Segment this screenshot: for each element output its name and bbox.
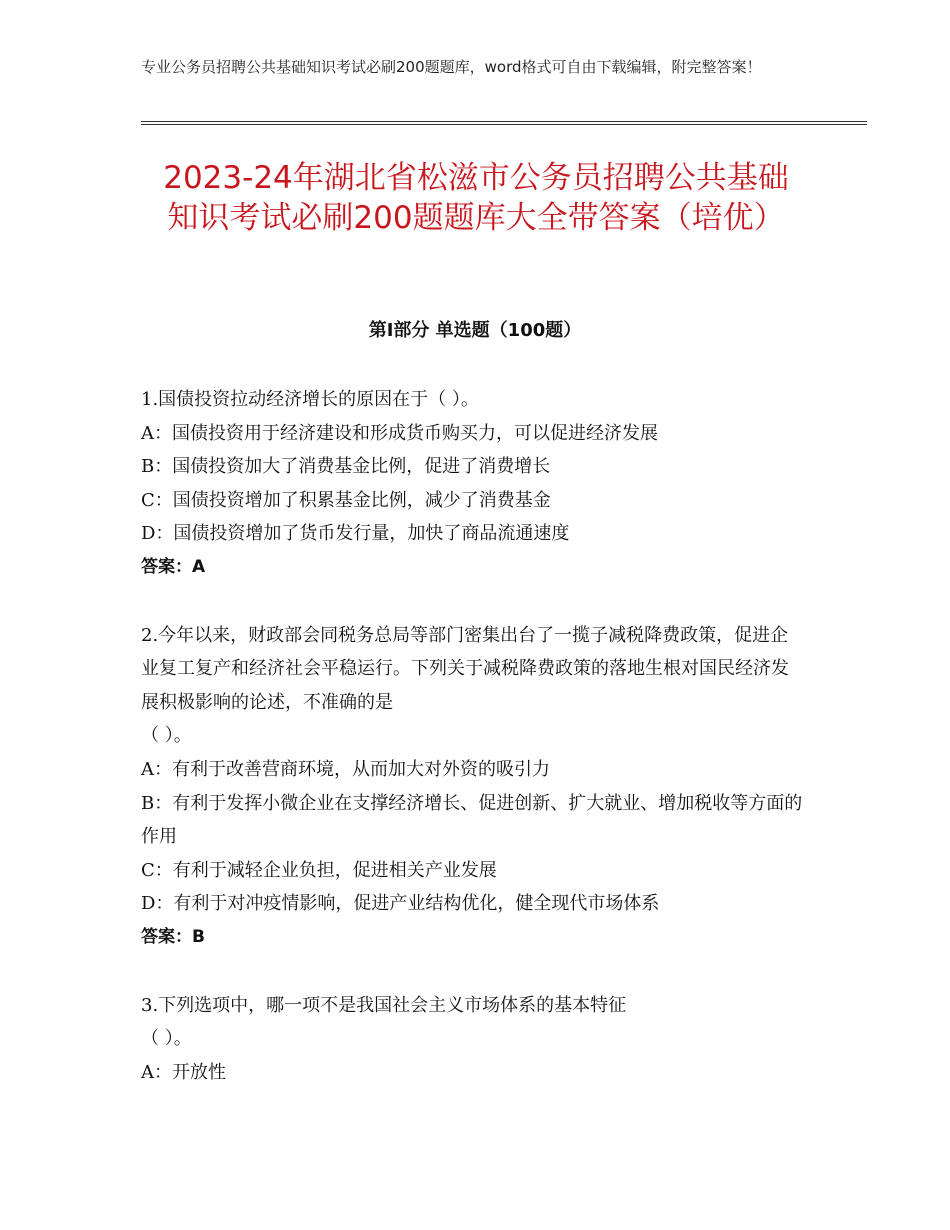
option-a: A：开放性 xyxy=(141,1061,226,1083)
answer-label: 答案：A xyxy=(141,556,206,577)
question-stem: 1.国债投资拉动经济增长的原因在于（ ）。 xyxy=(141,389,479,410)
option-b: B：国债投资加大了消费基金比例，促进了消费增长 xyxy=(141,456,551,478)
document-title: 2023-24年湖北省松滋市公务员招聘公共基础知识考试必刷200题题库大全带答案（培优） xyxy=(163,160,789,236)
option-d: D：国债投资增加了货币发行量，加快了商品流通速度 xyxy=(141,523,570,545)
option-b: B：有利于发挥小微企业在支撑经济增长、促进创新、扩大就业、增加税收等方面的作用 xyxy=(141,792,803,848)
answer-label: 答案：B xyxy=(141,926,205,947)
option-d: D：有利于对冲疫情影响，促进产业结构优化，健全现代市场体系 xyxy=(141,893,660,915)
option-c: C：国债投资增加了积累基金比例，减少了消费基金 xyxy=(141,489,551,511)
header-divider-secondary xyxy=(141,124,867,125)
question-stem: 2.今年以来，财政部会同税务总局等部门密集出台了一揽子减税降费政策，促进企业复工复产和经济社会平稳运行。下列关于减税降费政策的落地生根对国民经济发展积极影响的论述，不准确的是 xyxy=(141,624,789,713)
question-list xyxy=(141,383,806,1123)
header-divider xyxy=(141,121,867,122)
header-note: 专业公务员招聘公共基础知识考试必刷200题题库，word格式可自由下载编辑，附完整答案！ xyxy=(141,58,762,76)
question-blank: （ ）。 xyxy=(141,1028,192,1050)
question-stem: 3.下列选项中，哪一项不是我国社会主义市场体系的基本特征 xyxy=(141,994,627,1016)
question-blank: （ ）。 xyxy=(141,725,192,747)
section-title: 第Ⅰ部分 单选题（100题） xyxy=(368,320,582,341)
question-2 xyxy=(141,619,806,955)
option-c: C：有利于减轻企业负担，促进相关产业发展 xyxy=(141,859,497,881)
option-a: A：国债投资用于经济建设和形成货币购买力，可以促进经济发展 xyxy=(141,422,658,444)
question-1 xyxy=(141,383,806,585)
option-a: A：有利于改善营商环境，从而加大对外资的吸引力 xyxy=(141,758,550,780)
question-3 xyxy=(141,989,806,1090)
